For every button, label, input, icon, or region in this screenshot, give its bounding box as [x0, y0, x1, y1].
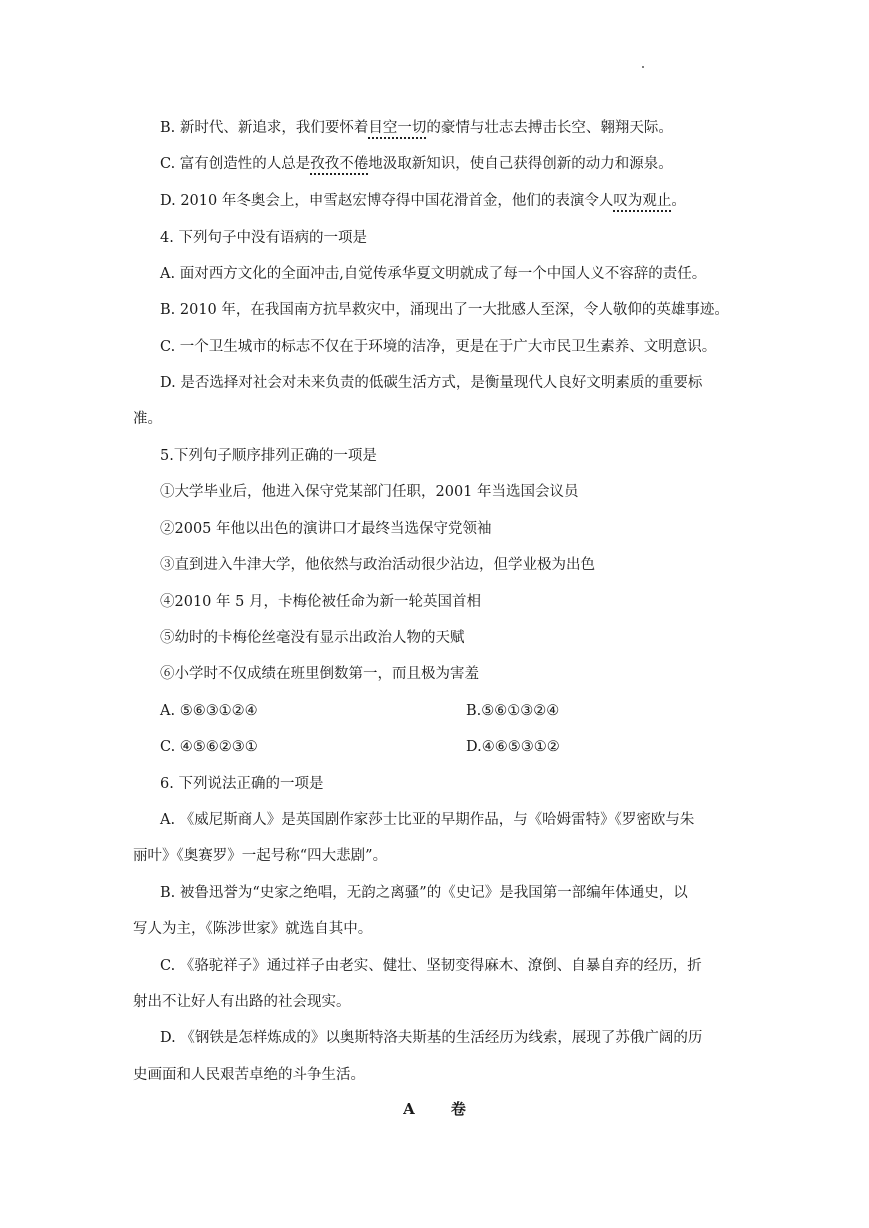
page-dot — [642, 66, 644, 68]
q6-option-d-line2: 史画面和人民艰苦卓绝的斗争生活。 — [133, 1067, 365, 1083]
q5-sentence-2: ②2005 年他以出色的演讲口才最终当选保守党领袖 — [160, 521, 492, 537]
q3-option-d: D. 2010 年冬奥会上，申雪赵宏博夺得中国花滑首金，他们的表演令人叹为观止。 — [160, 193, 686, 209]
q6-option-a-line1: A. 《威尼斯商人》是英国剧作家莎士比亚的早期作品，与《哈姆雷特》《罗密欧与朱 — [160, 812, 695, 828]
q5-sentence-3: ③直到进入牛津大学，他依然与政治活动很少沾边，但学业极为出色 — [160, 557, 595, 573]
q5-sentence-6: ⑥小学时不仅成绩在班里倒数第一，而且极为害羞 — [160, 666, 479, 682]
q6-option-d-line1: D. 《钢铁是怎样炼成的》以奥斯特洛夫斯基的生活经历为线索，展现了苏俄广阔的历 — [160, 1030, 703, 1046]
section-heading — [0, 1098, 869, 1119]
q3-option-c-marked-word: 孜孜不倦 — [310, 156, 369, 172]
q4-option-d-line2: 准。 — [133, 411, 162, 427]
q5-sentence-5: ⑤幼时的卡梅伦丝毫没有显示出政治人物的天赋 — [160, 630, 465, 646]
q3-option-b: B. 新时代、新追求，我们要怀着目空一切的豪情与壮志去搏击长空、翱翔天际。 — [160, 120, 673, 136]
q5-option-c: C. ④⑤⑥②③① — [160, 739, 258, 755]
q6-stem: 6. 下列说法正确的一项是 — [160, 776, 324, 792]
q3-option-c: C. 富有创造性的人总是孜孜不倦地汲取新知识，使自己获得创新的动力和源泉。 — [160, 156, 673, 172]
q6-option-c-line2: 射出不让好人有出路的社会现实。 — [133, 994, 351, 1010]
q6-option-a-line2: 丽叶》《奥赛罗》一起号称“四大悲剧”。 — [133, 848, 388, 864]
q5-option-a: A. ⑤⑥③①②④ — [160, 703, 258, 719]
q5-stem: 5.下列句子顺序排列正确的一项是 — [160, 448, 377, 464]
q6-option-b-line2: 写人为主，《陈涉世家》就选自其中。 — [133, 921, 373, 937]
q5-sentence-1: ①大学毕业后，他进入保守党某部门任职，2001 年当选国会议员 — [160, 484, 579, 500]
section-letter: A — [403, 1100, 415, 1118]
q6-option-b-line1: B. 被鲁迅誉为“史家之绝唱，无韵之离骚”的《史记》是我国第一部编年体通史，以 — [160, 885, 688, 901]
q3-option-b-marked-word: 目空一切 — [368, 120, 427, 136]
q4-option-a: A. 面对西方文化的全面冲击,自觉传承华夏文明就成了每一个中国人义不容辞的责任。 — [160, 266, 707, 282]
q5-option-d: D.④⑥⑤③①② — [466, 739, 560, 755]
q4-option-d-line1: D. 是否选择对社会对未来负责的低碳生活方式，是衡量现代人良好文明素质的重要标 — [160, 375, 703, 391]
q4-stem: 4. 下列句子中没有语病的一项是 — [160, 230, 367, 246]
q5-option-b: B.⑤⑥①③②④ — [466, 703, 560, 719]
q3-option-d-marked-word: 叹为观止 — [613, 193, 672, 209]
q5-sentence-4: ④2010 年 5 月，卡梅伦被任命为新一轮英国首相 — [160, 594, 481, 610]
q4-option-b: B. 2010 年，在我国南方抗旱救灾中，涌现出了一大批感人至深，令人敬仰的英雄事迹。 — [160, 302, 729, 318]
q4-option-c: C. 一个卫生城市的标志不仅在于环境的洁净，更是在于广大市民卫生素养、文明意识。 — [160, 339, 717, 355]
section-word: 卷 — [450, 1100, 466, 1118]
q6-option-c-line1: C. 《骆驼祥子》通过祥子由老实、健壮、坚韧变得麻木、潦倒、自暴自弃的经历，折 — [160, 958, 702, 974]
